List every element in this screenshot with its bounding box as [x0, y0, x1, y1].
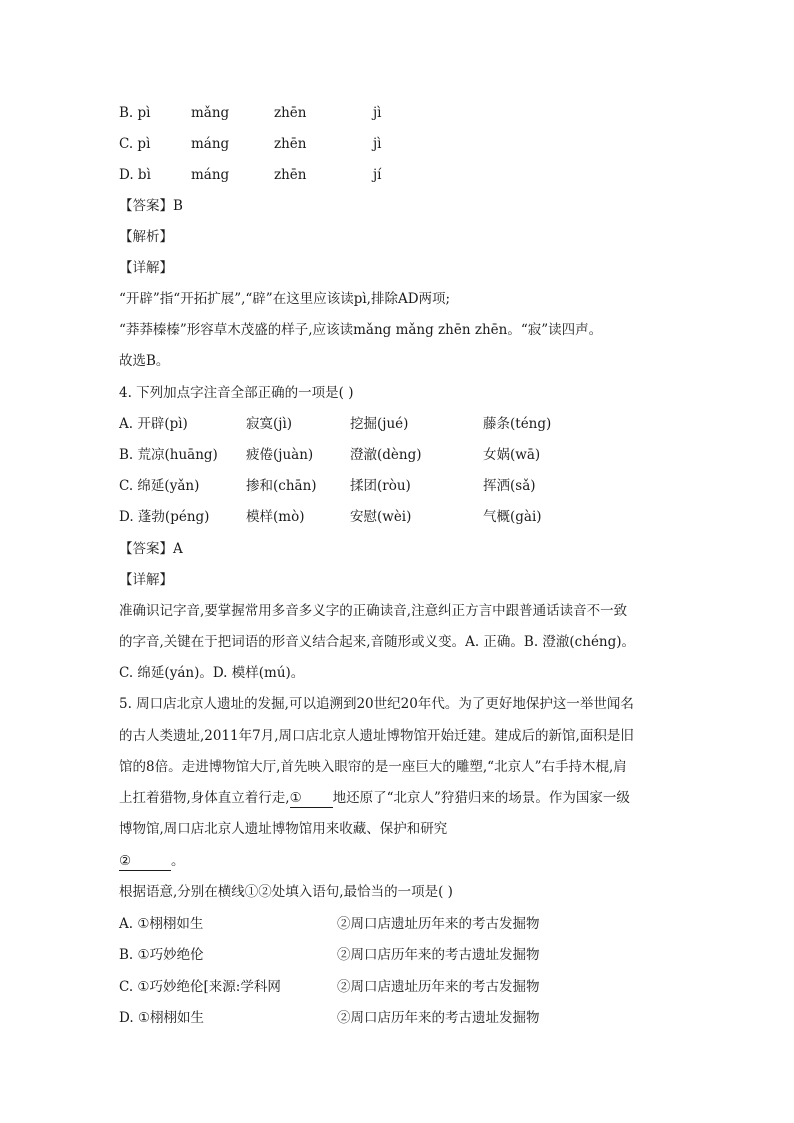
- q5-b-left: B. ①巧妙绝伦: [119, 947, 204, 963]
- q4-a-word-2: 寂寞(jì): [246, 416, 293, 432]
- option-d-pinyin-3: zhēn: [274, 167, 307, 183]
- q4-c-word-4: 挥洒(sǎ): [483, 478, 536, 494]
- option-d-pinyin-2: máng: [191, 167, 230, 183]
- q5-passage-line-6: [119, 852, 185, 871]
- option-d-label: D. bì: [119, 167, 151, 183]
- q4-a-word-1: A. 开辟(pì): [119, 416, 188, 432]
- q5-passage-line-4-end: 地还原了“北京人”狩猎归来的场景。作为国家一级: [332, 790, 630, 806]
- q5-blank-1: ①: [290, 789, 333, 808]
- q5-passage-line-5: 博物馆,周口店北京人遗址博物馆用来收藏、保护和研究: [119, 821, 448, 837]
- q4-a-word-4: 藤条(téng): [483, 416, 552, 432]
- q4-c-word-3: 揉团(ròu): [350, 478, 411, 494]
- option-c-label: C. pì: [119, 136, 151, 152]
- q4-explanation-line-1: 准确识记字音,要掌握常用多音多义字的正确读音,注意纠正方言中跟普通话读音不一致: [119, 603, 628, 619]
- q4-d-word-1: D. 蓬勃(péng): [119, 509, 210, 525]
- q3-analysis-heading: 【解析】: [119, 229, 173, 245]
- q5-passage-line-6-end: 。: [171, 853, 185, 869]
- q4-b-word-1: B. 荒凉(huāng): [119, 447, 218, 463]
- q4-d-word-3: 安慰(wèi): [350, 509, 412, 525]
- q5-passage-line-4: [119, 789, 630, 808]
- q5-d-right: ②周口店历年来的考古遗址发掘物: [337, 1010, 540, 1026]
- q4-explanation-line-2: 的字音,关键在于把词语的形音义结合起来,音随形或义变。A. 正确。B. 澄澈(chéng)。: [119, 634, 636, 650]
- option-d-pinyin-4: jí: [373, 167, 382, 183]
- q5-passage-line-3: 馆的8倍。走进博物馆大厅,首先映入眼帘的是一座巨大的雕塑,“北京人”右手持木棍,肩: [119, 759, 627, 775]
- q4-b-word-3: 澄澈(dèng): [350, 447, 422, 463]
- q5-passage-line-4-start: 上扛着猎物,身体直立着行走,: [119, 790, 290, 806]
- q4-c-word-2: 掺和(chān): [246, 478, 317, 494]
- q4-detail-heading: 【详解】: [119, 572, 173, 588]
- q4-stem: 4. 下列加点字注音全部正确的一项是( ): [119, 385, 354, 401]
- q4-b-word-4: 女娲(wā): [483, 447, 541, 463]
- q5-d-left: D. ①栩栩如生: [119, 1010, 205, 1026]
- q5-passage-line-1: 5. 周口店北京人遗址的发掘,可以追溯到20世纪20年代。为了更好地保护这一举世闻名: [119, 696, 634, 712]
- q4-a-word-3: 挖掘(jué): [350, 416, 409, 432]
- q3-detail-heading: 【详解】: [119, 260, 173, 276]
- q4-d-word-4: 气概(gài): [483, 509, 542, 525]
- q4-explanation-line-3: C. 绵延(yán)。D. 模样(mú)。: [119, 665, 305, 681]
- q5-a-right: ②周口店遗址历年来的考古发掘物: [337, 916, 540, 932]
- option-b-label: B. pì: [119, 105, 151, 121]
- q4-d-word-2: 模样(mò): [246, 509, 305, 525]
- option-c-pinyin-4: jì: [373, 136, 382, 152]
- option-b-pinyin-4: jì: [373, 105, 382, 121]
- q5-c-right: ②周口店遗址历年来的考古发掘物: [337, 979, 540, 995]
- q4-b-word-2: 疲倦(juàn): [246, 447, 314, 463]
- q5-stem: 根据语意,分别在横线①②处填入语句,最恰当的一项是( ): [119, 884, 453, 900]
- q5-b-right: ②周口店历年来的考古遗址发掘物: [337, 947, 540, 963]
- option-b-pinyin-2: mǎng: [191, 105, 230, 121]
- q3-explanation-line-1: “开辟”指“开拓扩展”,“辟”在这里应该读pì,排除AD两项;: [119, 291, 451, 307]
- q3-explanation-line-2: “莽莽榛榛”形容草木茂盛的样子,应该读mǎng mǎng zhēn zhēn。“寂”读四声。: [119, 322, 603, 338]
- q5-a-left: A. ①栩栩如生: [119, 916, 204, 932]
- option-b-pinyin-3: zhēn: [274, 105, 307, 121]
- q4-answer: 【答案】A: [119, 541, 183, 557]
- q5-c-left: C. ①巧妙绝伦[来源:学科网: [119, 979, 281, 995]
- q5-passage-line-2: 的古人类遗址,2011年7月,周口店北京人遗址博物馆开始迁建。建成后的新馆,面积是旧: [119, 728, 634, 744]
- q5-blank-2: ②: [119, 852, 171, 871]
- option-c-pinyin-3: zhēn: [274, 136, 307, 152]
- option-c-pinyin-2: máng: [191, 136, 230, 152]
- q3-explanation-line-3: 故选B。: [119, 353, 170, 369]
- q4-c-word-1: C. 绵延(yǎn): [119, 478, 200, 494]
- q3-answer: 【答案】B: [119, 198, 183, 214]
